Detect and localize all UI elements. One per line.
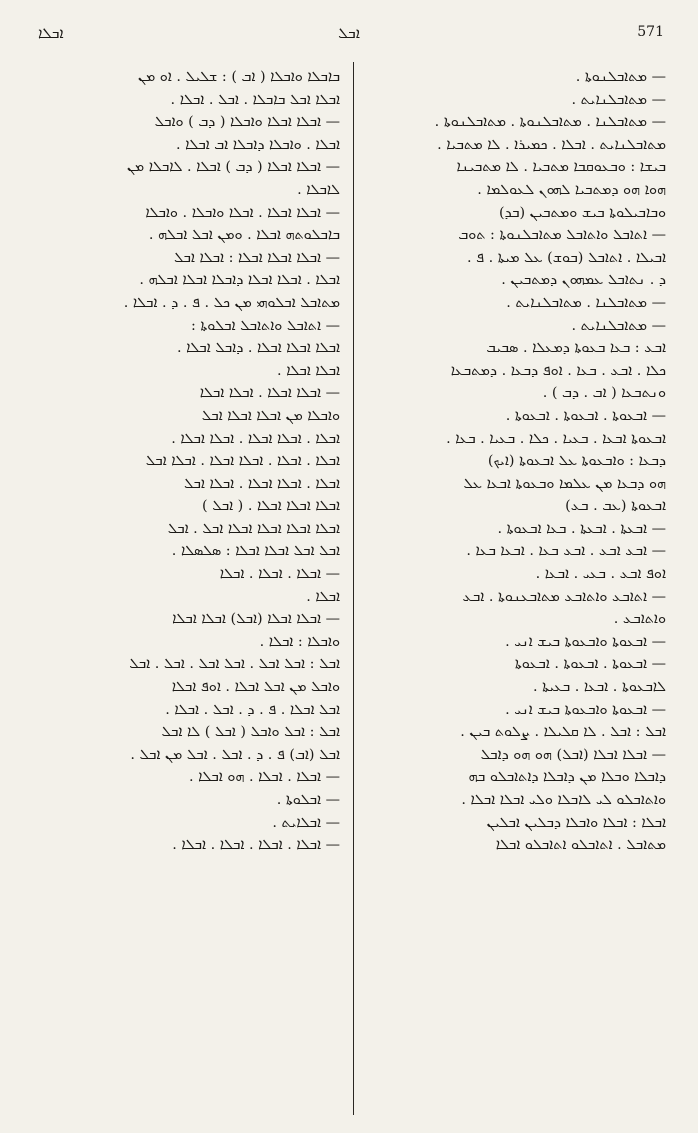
entry-line: ܐܒܠܐ ܐܒܠܐ ܐܒܠܐ . ( ܐܒܠ ) <box>202 498 340 515</box>
entry-line: ܘܐܬܐܒܥ . <box>613 611 666 628</box>
entry-line: ܐܒܠܐ . ܐܒܠܐ ܐܒܠܐ ܕܐܒܠܐ ܐܒܠܐ ܐܒܠܗ . <box>139 272 340 289</box>
entry-line: — ܐܒܠܐ ܐܒܠܐ (ܐܒܠ) ܐܒܠܐ ܐܒܠܐ <box>172 611 340 628</box>
entry-line: ܡܬܐܒܠ . ܐܬܐܒܠܘ ܐܬܐܒܠܘ ܐܒܠܐ <box>495 837 666 854</box>
entry-line: — ܐܒܠܐ . ܐܒܠܐ . ܐܒܠܐ <box>219 566 340 583</box>
entry-line: — ܐܒܠܘܬܐ . <box>276 792 340 808</box>
entry-line: — ܡܬܐܒܠܢܐ . ܡܬܐܒܠܢܘܬܐ . ܡܬܐܒܠܢܘܬܐ . <box>434 114 666 131</box>
entry-line: ܐܒܠܐ . ܐܒܠܐ ܐܒܠܐ . ܐܒܠܐ ܐܒܠ <box>184 475 340 492</box>
entry-line: ܐܒܠ (ܐܒ) ܦ . ܕ . ܐܒܠ . ܐܒܠ ܡܢ ܐܒܠ . <box>130 746 340 763</box>
entry-line: — ܐܒܥܘܬܐ ܘܐܒܥܘܬܐ ܒܝܫ ܐܢܝ . <box>505 633 666 650</box>
entry-line: ܠܐܒܠܐ . <box>297 181 340 198</box>
left-column <box>40 66 340 1119</box>
running-head-center: ܐܒܠ <box>338 24 360 42</box>
entry-line: ܐܒܠ ܐܒܠܐ . ܦ . ܕ . ܐܒܠ . ܐܒܠܐ . <box>165 701 340 718</box>
entry-line: — ܐܬܐܒܥ ܘܐܬܐܒܥ ܡܬܐܒܥܢܘܬܐ . ܐܒܥ <box>462 588 666 605</box>
entry-line: ܠܐܒܥܘܬܐ . ܐܒܥܐ . ܒܥܝܬܐ . <box>532 679 666 696</box>
entry-line: ܡܬܐܒܠ ܐܒܠܘܗܝ ܡܢ ܟܠ . ܦ . ܕ . ܐܒܠܐ . <box>123 294 340 311</box>
entry-line: ܘܒܐܒܝܠܘܬܐ ܒܝܫ ܘܡܬܒܝܢ (ܒܕ) <box>499 204 666 221</box>
entry-line: ܐܒܠ ܐܒܠ ܐܒܠܐ ܐܒܠܐ : ܣܠܣܠܐ . <box>171 543 340 560</box>
entry-line: ܐܒܠܐ . <box>306 588 340 605</box>
entry-line: ܐܒܠ : ܐܒܠ ܘܐܒܠ ( ܐܒܠ ) ܠܐ ܐܒܠ <box>161 724 340 741</box>
entry-line: ܘܢܬܒܥܐ ( ܐܒ . ܕܒ ) . <box>542 385 666 402</box>
entry-line: ܐܒܠܐ ܐܒܠ ܒܐܒܠܐ . ܐܒܠ . ܐܒܠܐ . <box>170 91 340 108</box>
entry-line: ܟܠܐ . ܐܒܥ . ܒܥܐ . ܐܘܦ ܕܒܥܐ . ܕܡܬܒܥܐ <box>450 362 666 379</box>
entry-line: — ܐܒܥܬܐ . ܐܒܥܬܐ . ܒܥܐ ܐܒܥܘܬܐ . <box>497 520 666 537</box>
entry-line: ܒܐܒܠܘܬܗ ܐܒܠܐ . ܘܡܢ ܐܒܠ ܐܒܠܗ . <box>148 227 340 244</box>
entry-line: — ܐܒܥ ܐܒܥ . ܐܒܥ ܒܥܐ . ܐܒܥܐ ܒܥܐ . <box>466 543 666 560</box>
entry-line: ܐܒܠܐ : ܐܒܠܐ ܘܐܒܠܐ ܕܒܠܝܢ ܐܒܠܝܢ <box>486 814 666 831</box>
entry-line: ܐܒܝܠܐ . ܐܬܐܒܠ (ܒܘܫ) ܥܠ ܡܝܬܐ . ܦ . <box>466 249 666 266</box>
entry-line: ܕܒܥܐ : ܘܐܒܥܘܬܐ ܥܠ ܐܒܥܘܬܐ (ܐܝܟ) <box>487 453 666 470</box>
entry-line: ܐܒܠܐ . ܘܐܒܠܐ ܕܐܒܠܐ ܐܒ ܐܒܠܐ . <box>175 136 340 153</box>
entry-line: ܐܒܥܘܬܐ ܐܒܥܐ . ܒܥܝܐ . ܟܠܐ . ܒܥܝܐ . ܒܥܐ . <box>446 430 666 447</box>
entry-line: ܗܘ ܕܒܥܐ ܡܢ ܥܠܡܐ ܘܒܥܘܬܐ ܐܒܥܐ ܥܠ <box>463 475 666 492</box>
entry-line: — ܡܬܐܒܠܢܐܝܬ . <box>571 91 666 108</box>
entry-line: ܐܒܠܐ ܐܒܠܐ ܐܒܠܐ ܐܒܠܐ ܐܒܠ . ܐܒܠ <box>167 520 340 537</box>
column-divider <box>353 62 354 1115</box>
entry-line: ܘܐܒܠܐ : ܐܒܠܐ . <box>259 633 340 650</box>
entry-line: ܡܬܐܒܠܢܐܝܬ . ܐܒܠܐ . ܟܡܝܪܐ . ܠܐ ܡܬܒܝܐ . <box>437 136 666 153</box>
entry-line: ܐܒܠܐ ܐܒܠܐ ܐܒܠܐ . ܕܐܒܠ ܐܒܠܐ . <box>176 340 340 357</box>
entry-line: ܐܒܠ : ܐܒܠ . ܠܐ ܩܠܝܠܐ . ܨܠܘܬ ܒܝܢ . <box>460 724 666 741</box>
entry-line: ܐܒܥ : ܒܥܐ ܒܥܘܬܐ ܕܡܥܠܐ . ܣܒܝܒ <box>486 340 666 357</box>
right-column <box>368 66 666 1119</box>
entry-line: — ܐܒܠܐ ܐܒܠܐ (ܐܒܠ) ܗܘ ܗܘ ܕܐܒܠ <box>480 746 666 763</box>
entry-line: ܕ . ܢܬܐܒܠ ܥܡܗܘܢ ܕܡܬܒܝܢ . <box>501 272 666 289</box>
entry-line: ܘܐܒܠ ܡܢ ܐܒܠ ܐܒܠܐ . ܐܘܦ ܐܒܠܐ <box>171 679 340 696</box>
entry-line: — ܐܒܠܐ . ܐܒܠܐ . ܐܒܠܐ . ܐܒܠܐ . <box>172 837 340 854</box>
page-header <box>34 24 664 50</box>
entry-line: ܐܒܠܐ ܐܒܠܐ . <box>277 362 340 379</box>
entry-line: ܐܒܠܐ . ܐܒܠܐ ܐܒܠܐ . ܐܒܠܐ ܐܒܠܐ . <box>171 430 340 447</box>
entry-line: ܗܘܐ ܗܘ ܕܡܬܒܝܐ ܠܗܘܢ ܠܥܘܠܡܐ . <box>477 181 666 198</box>
entry-line: ܘܐܒܠܐ ܡܢ ܐܒܠܐ ܐܒܠܐ ܐܒܠ <box>201 407 340 424</box>
running-head-left: ܐܒܠܐ <box>38 24 64 42</box>
entry-line: — ܐܒܠܐ ܐܒܠܐ ( ܕܒ ) ܐܒܠܐ . ܠܐܒܠܐ ܡܢ <box>126 159 340 176</box>
entry-line: ܘܐܬܐܒܠܘ ܠܝ ܠܐܒܠܐ ܘܠܝ ܐܒܠܐ ܐܒܠܐ . <box>461 792 666 808</box>
entry-line: — ܡܬܐܒܠܢܘܬܐ . <box>575 69 666 85</box>
entry-line: — ܐܒܥܘܬܐ . ܐܒܥܘܬܐ . ܐܒܥܘܬܐ . <box>505 407 666 424</box>
entry-line: — ܐܒܠܐ . ܐܒܠܐ . ܗܘ ܐܒܠܐ . <box>189 769 340 786</box>
entry-line: ܒܝܫܐ : ܘܒܥܘܩܒܐ ܡܬܒܝܐ . ܠܐ ܡܬܒܝܢܐ <box>456 159 666 176</box>
entry-line: — ܐܬܐܒܠ ܘܐܬܐܒܠ ܐܒܠܘܬܐ : <box>190 317 340 334</box>
entry-line: ܐܘܦ ܐܒܥ . ܒܥܝ . ܐܒܥܐ . <box>535 566 666 583</box>
page-number: 571 <box>637 24 664 40</box>
entry-line: ܒܐܒܠܐ ܘܐܒܠܐ ( ܐܒ ) : ܫܠܝܠ . ܐܘ ܡܢ <box>137 69 340 85</box>
entry-line: ܕܐܒܠܐ ܘܒܠܐ ܡܢ ܕܐܒܠܐ ܕܐܬܐܒܠܘ ܒܗ <box>468 769 666 786</box>
entry-line: — ܐܒܠܐ ܐܒܠܐ ܘܐܒܠܐ ( ܕܒ ) ܘܐܒܠ <box>154 114 340 131</box>
entry-line: — ܐܒܠܐ ܐܒܠܐ ܐܒܠܐ : ܐܒܠܐ ܐܒܠ <box>173 249 340 266</box>
entry-line: — ܐܒܥܘܬܐ . ܐܒܥܘܬܐ . ܐܒܥܘܬܐ <box>514 656 666 673</box>
entry-line: ܐܒܠ : ܐܒܠ ܐܒܠ . ܐܒܠ ܐܒܠ . ܐܒܠ . ܐܒܠ <box>129 656 340 673</box>
entry-line: — ܡܬܐܒܠܢܐ . ܡܬܐܒܠܢܐܝܬ . <box>506 294 666 311</box>
entry-line: ܐܒܥܘܬܐ (ܥܒ . ܒܥ) <box>565 498 666 515</box>
entry-line: ܐܒܠܐ . ܐܒܠܐ . ܐܒܠܐ ܐܒܠܐ . ܐܒܠܐ ܐܒܠ <box>145 453 340 470</box>
entry-line: — ܡܬܐܒܠܢܐܝܬ . <box>571 317 666 334</box>
entry-line: — ܐܬܐܒܠ ܘܐܬܐܒܠ ܡܬܐܒܠܢܘܬܐ : ܬܘܒ <box>458 227 666 244</box>
entry-line: — ܐܒܠܐ ܐܒܠܐ . ܐܒܠܐ ܐܒܠܐ <box>199 385 340 402</box>
entry-line: — ܐܒܠܐ ܐܒܠܐ . ܐܒܠܐ ܘܐܒܠܐ . ܘܐܒܠܐ <box>145 204 340 221</box>
entry-line: — ܐܒܥܘܬܐ ܘܐܒܥܘܬܐ ܒܝܫ ܐܢܝ . <box>505 701 666 718</box>
entry-line: — ܐܒܠܐܝܬ . <box>272 814 340 831</box>
